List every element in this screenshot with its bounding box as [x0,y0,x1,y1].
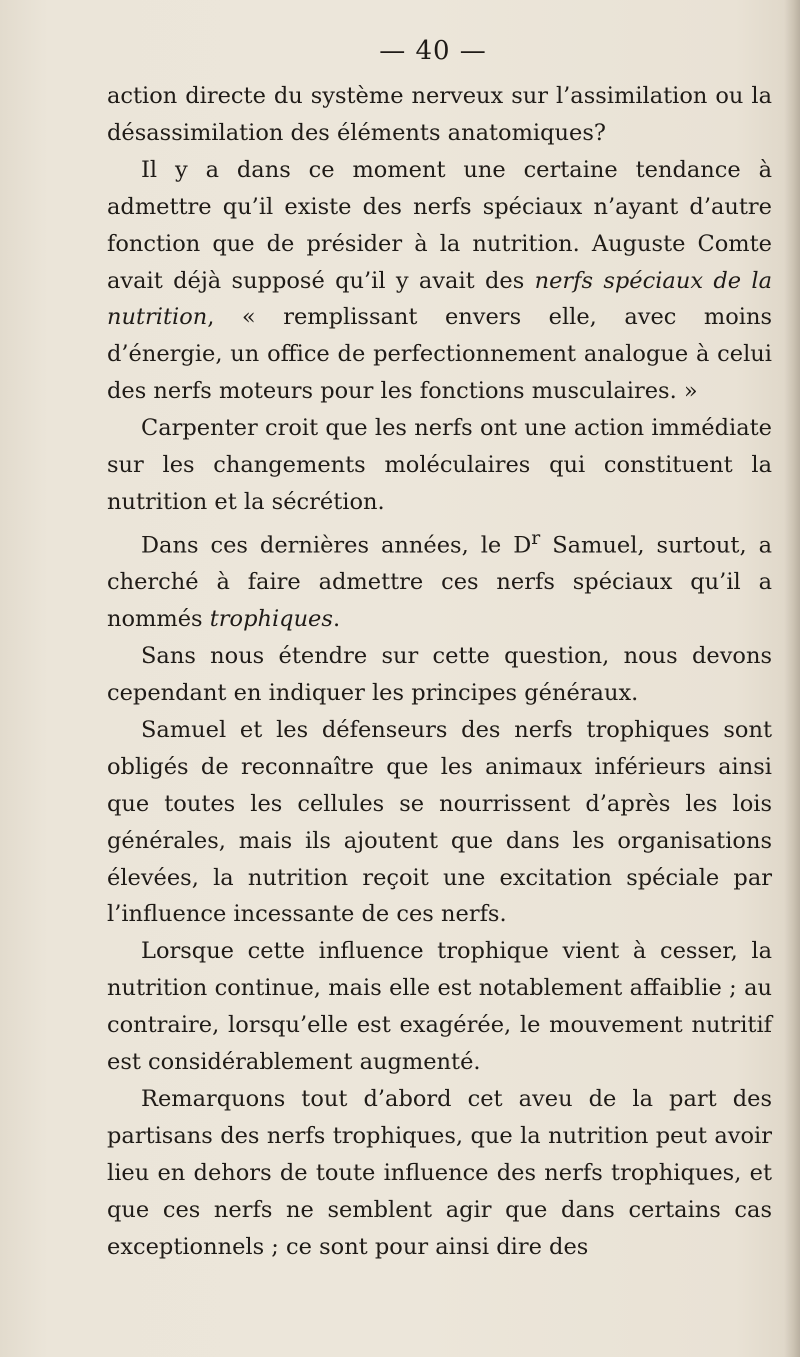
paragraph-2-italic: nerfs spéciaux de la nutrition [107,267,772,331]
paragraph-2-text-a: Il y a dans ce moment une certaine tendance à admettre qu’il existe des nerfs spéciaux n’ayant d’autre fonction que de présider à la nutrition. Auguste Comte avait déjà supposé qu’il y avait des [107,156,772,294]
paragraph-4-text-a: Dans ces dernières années, le D [141,532,532,559]
body-text [107,78,772,1266]
paragraph-4 [107,521,772,638]
paragraph-4-text-c: . [332,606,341,633]
paragraph-4-text-b: Samuel, surtout, a cherché à faire admettre ces nerfs spéciaux qu’il a nommés [107,532,772,633]
paragraph-4-superscript: r [531,527,541,549]
paragraph-4-italic: trophiques [209,606,333,633]
paragraph-1: action directe du système nerveux sur l’assimilation ou la désassimilation des éléments anatomiques? [107,83,772,146]
paragraph-3: Carpenter croit que les nerfs ont une action immédiate sur les changements moléculaires qui constituent la nutrition et la sécrétion. [107,415,772,515]
paragraph-7: Lorsque cette influence trophique vient à cesser, la nutrition continue, mais elle est notablement affaiblie ; au contraire, lorsqu’elle est exagérée, le mouvement nutritif est considérablement augmenté. [107,938,772,1076]
paragraph-6: Samuel et les défenseurs des nerfs trophiques sont obligés de reconnaître que les animaux inférieurs ainsi que toutes les cellules se nourrissent d’après les lois générales, mais ils ajoutent que dans les organisations élevées, la nutrition reçoit une excitation spéciale par l’influence incessante de ces nerfs. [107,716,772,928]
page-number: — 40 — [379,36,487,66]
paragraph-8: Remarquons tout d’abord cet aveu de la part des partisans des nerfs trophiques, que la nutrition peut avoir lieu en dehors de toute influence des nerfs trophiques, et que ces nerfs ne semblent agir que dans certains cas exceptionnels ; ce sont pour ainsi dire des [107,1085,772,1260]
page-edge-shadow [784,0,800,1357]
paragraph-2 [107,152,772,410]
paragraph-5: Sans nous étendre sur cette question, nous devons cependant en indiquer les principes généraux. [107,643,772,706]
paragraph-2-text-b: , « remplissant envers elle, avec moins d’énergie, un office de perfectionnement analogue à celui des nerfs moteurs pour les fonctions musculaires. » [107,304,772,405]
